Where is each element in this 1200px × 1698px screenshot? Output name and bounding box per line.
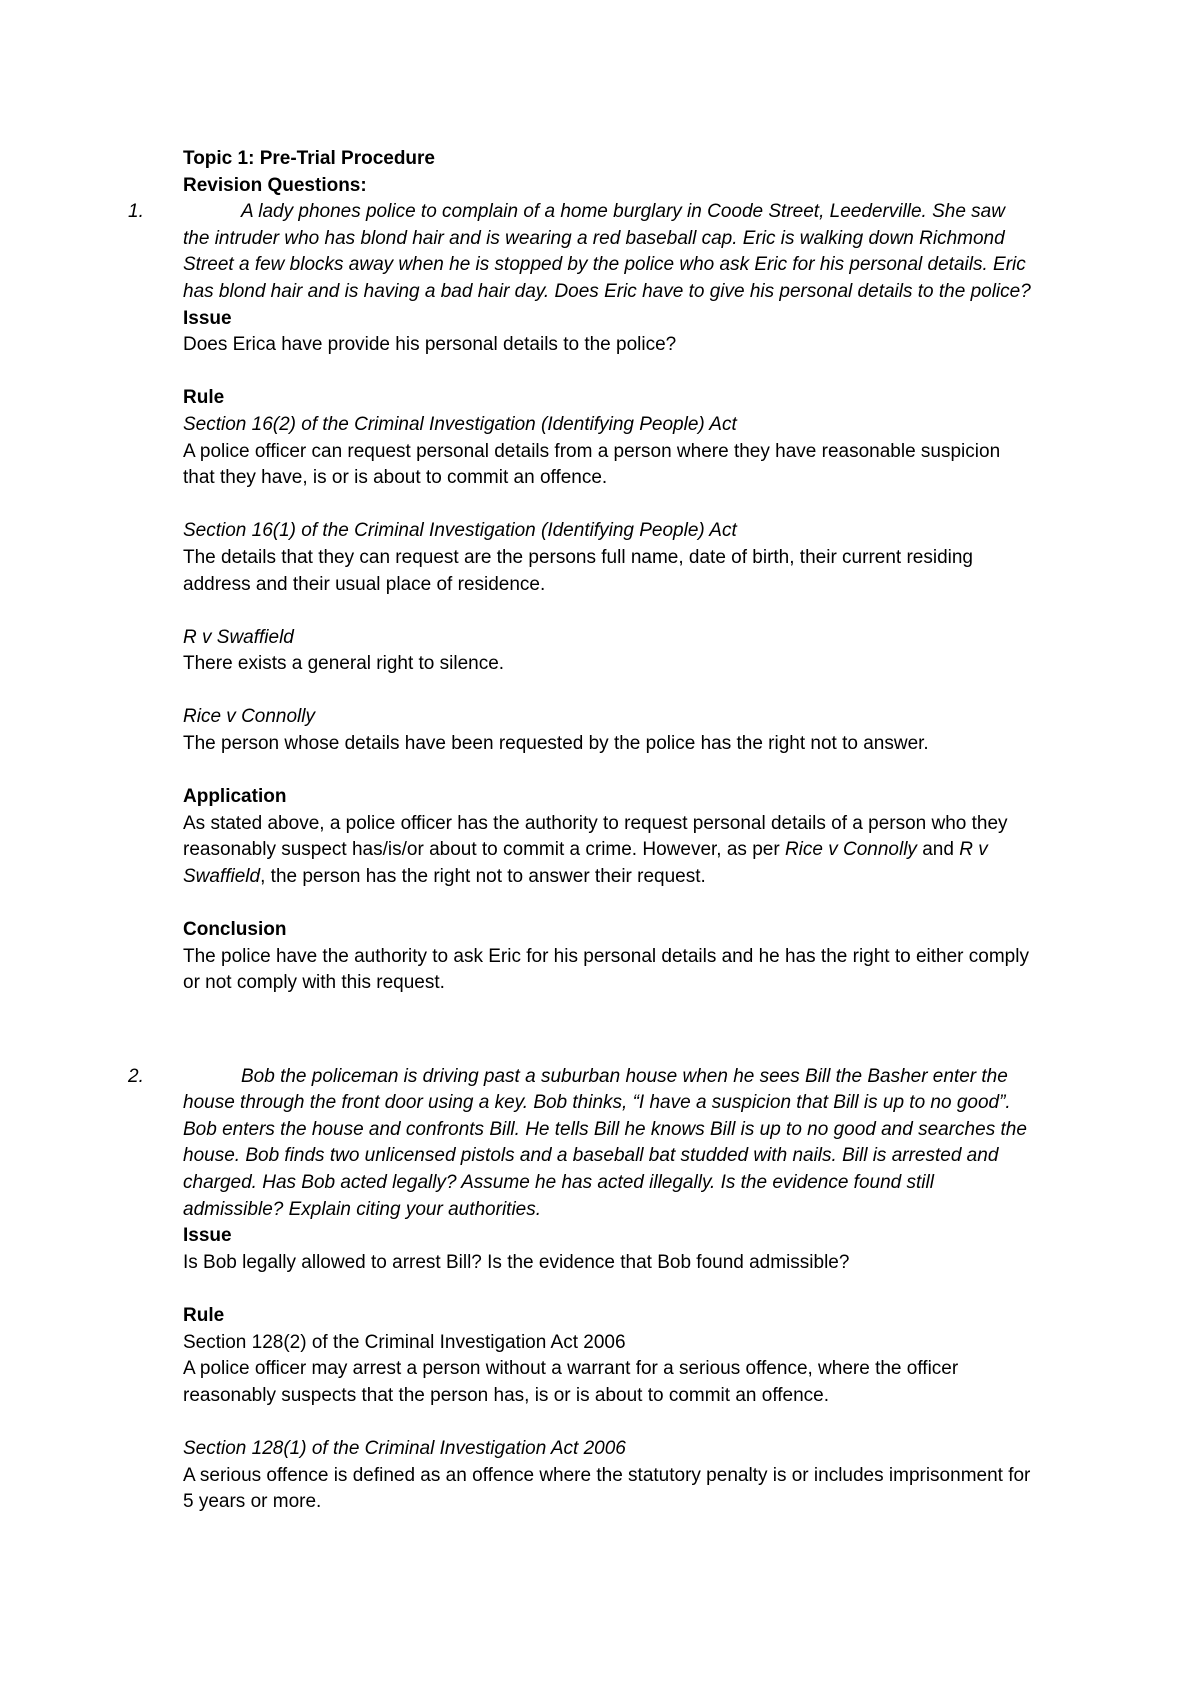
q1-conclusion-text: The police have the authority to ask Eric for his personal details and he has the right to either comply or not comply with this request. xyxy=(183,945,1029,994)
revision-questions-heading: Revision Questions: xyxy=(183,174,367,196)
q1-rule2-source: Section 16(1) of the Criminal Investigation (Identifying People) Act xyxy=(183,520,737,542)
question-2 xyxy=(128,1064,1033,1224)
question-1-text: A lady phones police to complain of a home burglary in Coode Street, Leederville. She saw the intruder who has blond hair and is wearing a red baseball cap. Eric is walking down Richmond Street a few blocks away when he is stopped by the police who ask Eric for his personal details. Eric has blond hair and is having a bad hair day. Does Eric have to give his personal details to the police? xyxy=(183,201,1031,302)
q1-rule4-text: The person whose details have been requested by the police has the right not to answer. xyxy=(183,733,929,755)
question-1 xyxy=(128,199,1033,305)
q2-issue-text: Is Bob legally allowed to arrest Bill? Is the evidence that Bob found admissible? xyxy=(183,1251,850,1273)
document-body xyxy=(128,146,1033,1516)
q1-rule1-source: Section 16(2) of the Criminal Investigation (Identifying People) Act xyxy=(183,413,737,435)
q1-issue-heading: Issue xyxy=(183,307,232,329)
q1-application-part1: As stated above, a police officer has the authority to request personal details of a person who they reasonably suspect has/is/or about to commit a crime. However, as per xyxy=(183,812,1008,861)
q1-application-case1: Rice v Connolly xyxy=(784,839,917,861)
q2-rule2-source: Section 128(1) of the Criminal Investigation Act 2006 xyxy=(183,1437,626,1459)
q1-application-heading: Application xyxy=(183,786,287,808)
topic-title: Topic 1: Pre-Trial Procedure xyxy=(183,148,436,169)
q1-rule3-source: R v Swaffield xyxy=(183,626,294,648)
q1-rule1-text: A police officer can request personal details from a person where they have reasonable suspicion that they have, is or is about to commit an offence. xyxy=(183,440,1001,489)
q1-application-text xyxy=(183,811,1033,891)
q1-application-case2: R v Swaffield xyxy=(183,839,988,888)
q2-rule-heading: Rule xyxy=(183,1304,225,1326)
q2-issue-heading: Issue xyxy=(183,1225,232,1247)
q1-application-part2: and xyxy=(916,839,960,861)
question-2-text: Bob the policeman is driving past a suburban house when he sees Bill the Basher enter the house through the front door using a key. Bob thinks, “I have a suspicion that Bill is up to no good”. Bob enters the house and confronts Bill. He tells Bill he knows Bill is up to no good and searches the house. Bob finds two unlicensed pistols and a baseball bat studded with nails. Bill is arrested and charged. Has Bob acted legally? Assume he has acted illegally. Is the evidence found still admissible? Explain citing your authorities. xyxy=(183,1065,1027,1220)
q1-rule3-text: There exists a general right to silence. xyxy=(183,653,505,675)
q1-rule-heading: Rule xyxy=(183,387,225,409)
q2-rule2-text: A serious offence is defined as an offence where the statutory penalty is or includes imprisonment for 5 years or more. xyxy=(183,1464,1031,1513)
q1-issue-text: Does Erica have provide his personal details to the police? xyxy=(183,334,677,356)
q1-rule2-text: The details that they can request are the persons full name, date of birth, their current residing address and their usual place of residence. xyxy=(183,546,973,595)
q2-rule1-text: A police officer may arrest a person without a warrant for a serious offence, where the officer reasonably suspects that the person has, is or is about to commit an offence. xyxy=(183,1358,959,1406)
question-2-number: 2. xyxy=(128,1065,144,1087)
question-1-number: 1. xyxy=(128,201,144,223)
q1-rule4-source: Rice v Connolly xyxy=(183,706,315,728)
q1-application-part3: , the person has the right not to answer their request. xyxy=(260,866,706,888)
q1-conclusion-heading: Conclusion xyxy=(183,919,287,941)
q2-rule1-source: Section 128(2) of the Criminal Investigation Act 2006 xyxy=(183,1331,626,1353)
